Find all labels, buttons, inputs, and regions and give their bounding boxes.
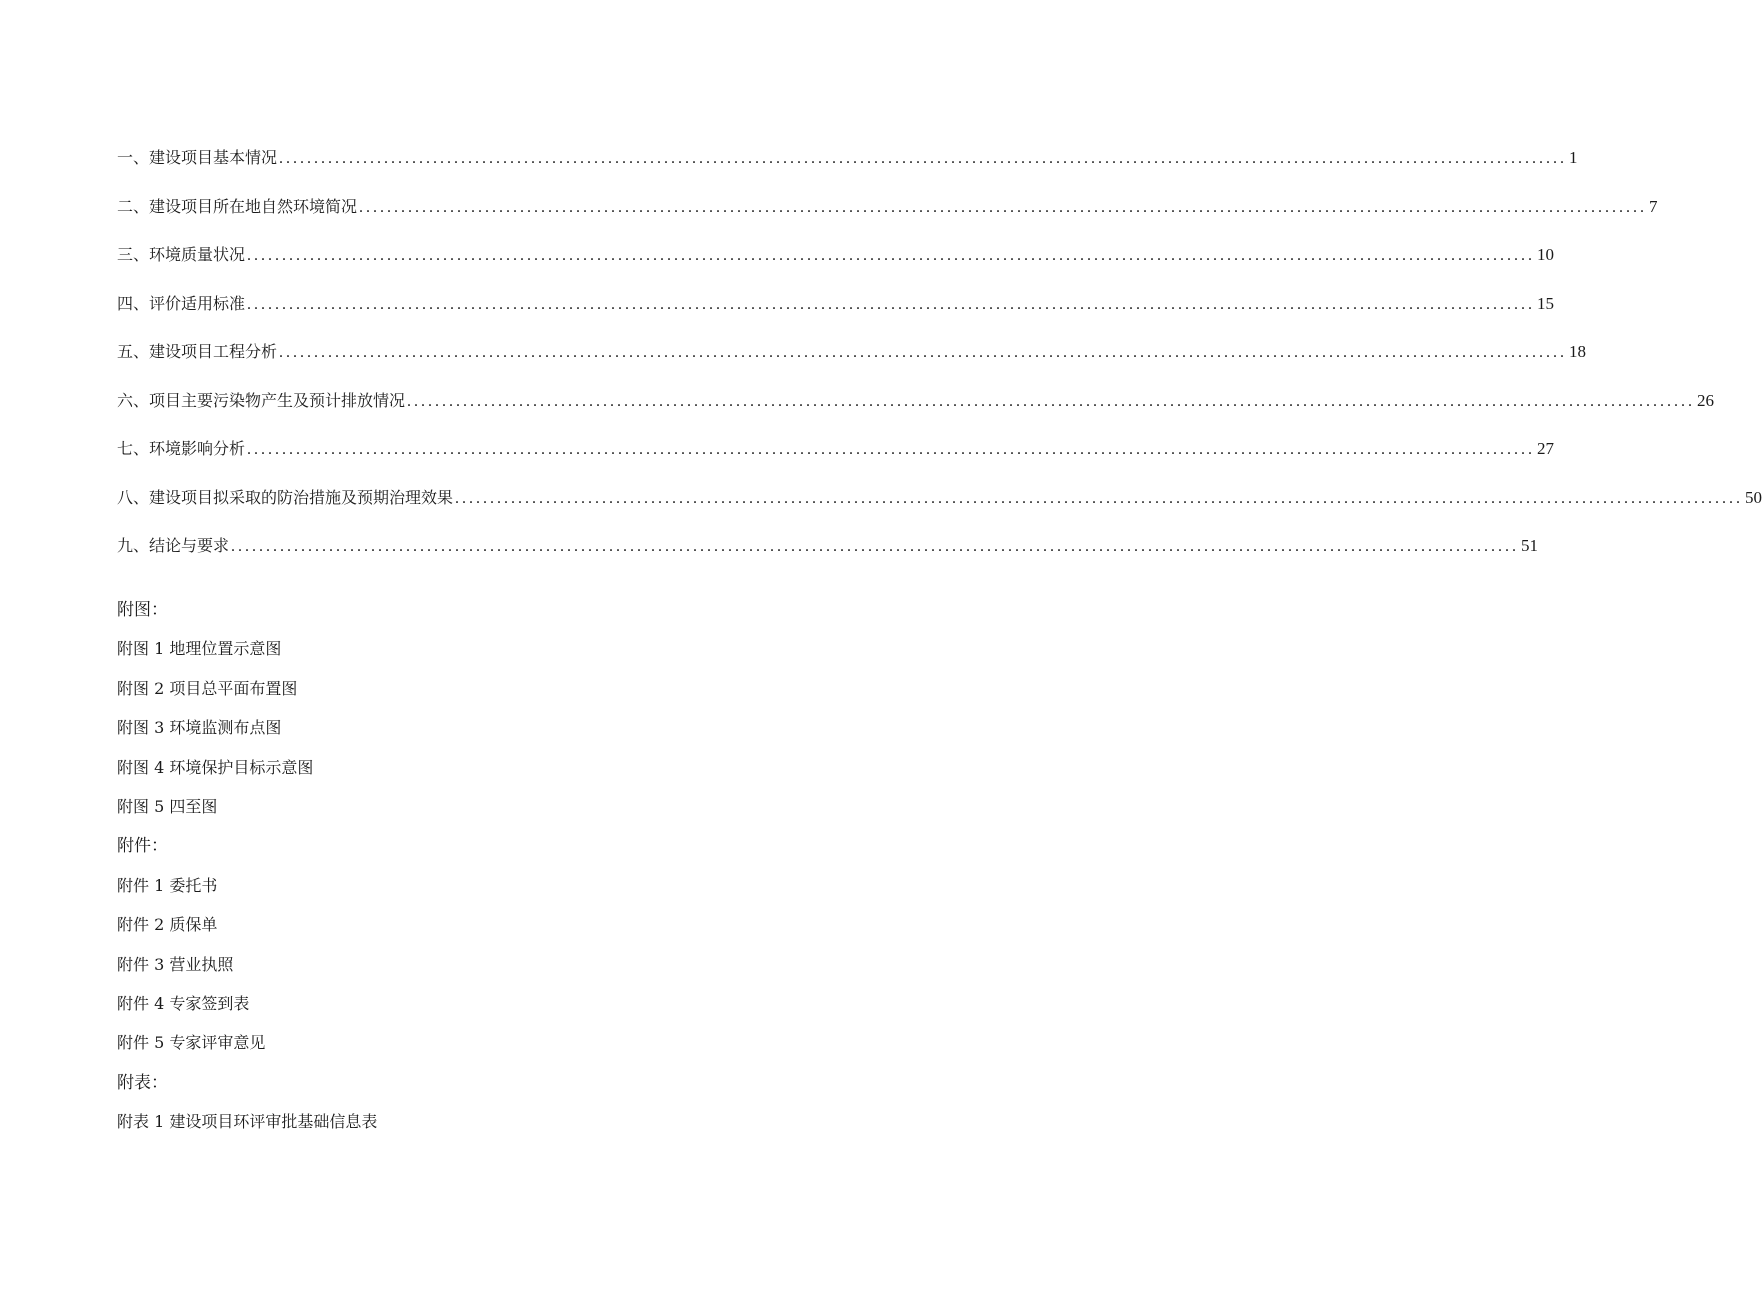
toc-dot-leader: ........................................................................................................................................................................................ [279,344,1568,361]
toc-entry-title: 七、环境影响分析 [117,439,246,458]
toc-entry-title: 三、环境质量状况 [117,245,246,264]
table-of-contents [117,146,1762,583]
toc-dot-leader: ........................................................................................................................................................................................ [455,489,1744,507]
attachment-item: 附件 5 专家评审意见 [117,1033,266,1053]
toc-entry-title: 四、评价适用标准 [117,293,246,313]
figures-heading: 附图： [117,600,168,620]
toc-dot-leader: ........................................................................................................................................................................................ [279,150,1568,167]
toc-entry-page: 1 [1569,148,1578,167]
toc-dot-leader: ........................................................................................................................................................................................ [247,247,1536,264]
toc-entry-title: 九、结论与要求 [117,536,230,555]
toc-entry[interactable] [117,534,1539,583]
toc-entry-title: 六、项目主要污染物产生及预计排放情况 [117,390,406,410]
toc-entry[interactable] [117,146,1578,195]
attachment-item: 附件 3 营业执照 [117,954,234,974]
toc-entry[interactable] [117,292,1555,341]
toc-entry[interactable] [117,243,1555,292]
toc-entry-page: 7 [1649,196,1658,216]
attachments-heading: 附件： [117,836,168,857]
toc-entry-page: 50 [1745,487,1762,507]
toc-entry-title: 五、建设项目工程分析 [117,342,278,361]
attachment-item: 附件 2 质保单 [117,915,218,935]
toc-entry-title: 一、建设项目基本情况 [117,148,278,167]
toc-entry[interactable] [117,340,1587,389]
toc-entry-page: 18 [1569,342,1587,361]
toc-entry[interactable] [117,195,1658,244]
toc-dot-leader: ........................................................................................................................................................................................ [231,538,1520,555]
toc-entry[interactable] [117,486,1762,535]
toc-entry[interactable] [117,437,1555,486]
table-item: 附表 1 建设项目环评审批基础信息表 [117,1112,378,1132]
toc-entry-page: 51 [1521,536,1539,555]
toc-dot-leader: ........................................................................................................................................................................................ [407,392,1696,410]
figure-item: 附图 3 环境监测布点图 [117,718,282,738]
figure-item: 附图 4 环境保护目标示意图 [117,757,314,777]
toc-entry-page: 27 [1537,439,1555,458]
toc-entry-page: 15 [1537,293,1555,313]
appendix-list [117,598,793,1149]
toc-entry-page: 10 [1537,245,1555,264]
toc-dot-leader: ........................................................................................................................................................................................ [359,198,1648,216]
toc-entry[interactable] [117,389,1715,438]
tables-heading: 附表： [117,1072,168,1093]
toc-entry-title: 八、建设项目拟采取的防治措施及预期治理效果 [117,487,454,507]
attachment-item: 附件 1 委托书 [117,875,218,895]
toc-dot-leader: ........................................................................................................................................................................................ [247,441,1536,458]
toc-dot-leader: ........................................................................................................................................................................................ [247,295,1536,313]
toc-entry-page: 26 [1697,390,1715,410]
attachment-item: 附件 4 专家签到表 [117,993,250,1013]
figure-item: 附图 1 地理位置示意图 [117,639,282,659]
figure-item: 附图 2 项目总平面布置图 [117,678,298,698]
figure-item: 附图 5 四至图 [117,796,218,816]
toc-entry-title: 二、建设项目所在地自然环境简况 [117,196,358,216]
